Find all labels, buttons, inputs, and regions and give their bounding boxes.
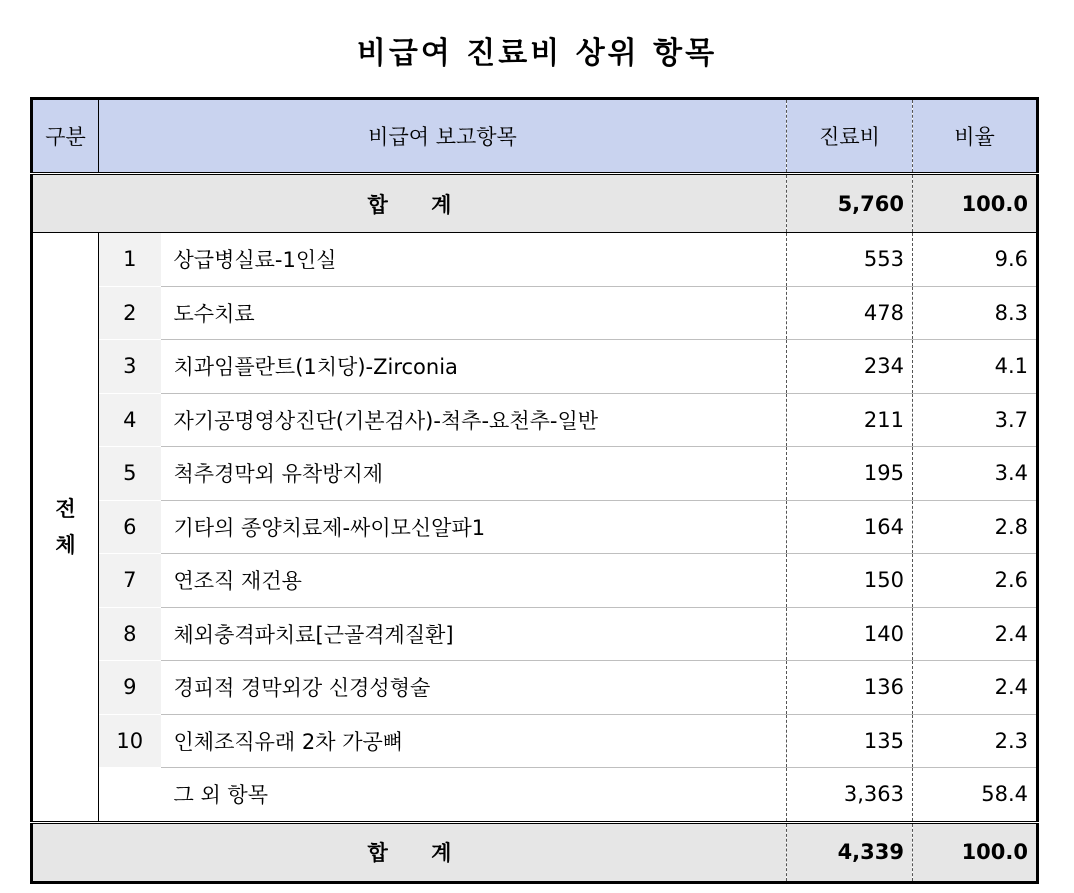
cost-cell: 164 (787, 500, 913, 554)
item-name-cell: 상급병실료-1인실 (161, 233, 787, 287)
other-items-ratio: 58.4 (913, 768, 1038, 823)
table-row (32, 393, 1038, 447)
item-name-cell: 도수치료 (161, 286, 787, 340)
table-header-row (32, 99, 1038, 174)
rank-cell: 2 (99, 286, 161, 340)
table-row (32, 661, 1038, 715)
header-ratio: 비율 (913, 99, 1038, 174)
item-name-cell: 인체조직유래 2차 가공뼈 (161, 714, 787, 768)
other-items-row (32, 768, 1038, 823)
bottom-total-ratio: 100.0 (913, 822, 1038, 882)
rank-cell: 6 (99, 500, 161, 554)
item-name-cell: 기타의 종양치료제-싸이모신알파1 (161, 500, 787, 554)
table-row (32, 500, 1038, 554)
top-total-cost: 5,760 (787, 174, 913, 233)
header-gubun: 구분 (32, 99, 99, 174)
item-name-cell: 치과임플란트(1치당)-Zirconia (161, 340, 787, 394)
group-label (32, 233, 99, 823)
cost-cell: 211 (787, 393, 913, 447)
cost-cell: 234 (787, 340, 913, 394)
rank-cell: 8 (99, 607, 161, 661)
cost-cell: 150 (787, 554, 913, 608)
table-row (32, 233, 1038, 287)
group-label-char: 체 (55, 532, 76, 557)
ratio-cell: 9.6 (913, 233, 1038, 287)
bottom-total-cost: 4,339 (787, 822, 913, 882)
cost-cell: 140 (787, 607, 913, 661)
item-name-cell: 체외충격파치료[근골격계질환] (161, 607, 787, 661)
rank-cell: 5 (99, 447, 161, 501)
table-row (32, 607, 1038, 661)
header-item: 비급여 보고항목 (99, 99, 787, 174)
rank-cell-empty (99, 768, 161, 823)
ratio-cell: 2.6 (913, 554, 1038, 608)
top-total-ratio: 100.0 (913, 174, 1038, 233)
rank-cell: 9 (99, 661, 161, 715)
top-total-row (32, 174, 1038, 233)
bottom-total-row (32, 822, 1038, 882)
other-items-cost: 3,363 (787, 768, 913, 823)
table-row (32, 286, 1038, 340)
noncovered-cost-table (30, 97, 1039, 884)
item-name-cell: 경피적 경막외강 신경성형술 (161, 661, 787, 715)
ratio-cell: 4.1 (913, 340, 1038, 394)
ratio-cell: 2.8 (913, 500, 1038, 554)
cost-cell: 135 (787, 714, 913, 768)
group-label-char: 전 (55, 496, 76, 521)
table-row (32, 447, 1038, 501)
rank-cell: 10 (99, 714, 161, 768)
ratio-cell: 2.3 (913, 714, 1038, 768)
rank-cell: 3 (99, 340, 161, 394)
header-cost: 진료비 (787, 99, 913, 174)
ratio-cell: 8.3 (913, 286, 1038, 340)
table-row (32, 340, 1038, 394)
ratio-cell: 2.4 (913, 607, 1038, 661)
cost-cell: 136 (787, 661, 913, 715)
top-total-label: 합 계 (32, 174, 787, 233)
cost-cell: 478 (787, 286, 913, 340)
rank-cell: 4 (99, 393, 161, 447)
ratio-cell: 3.7 (913, 393, 1038, 447)
other-items-label: 그 외 항목 (161, 768, 787, 823)
rank-cell: 7 (99, 554, 161, 608)
page-title: 비급여 진료비 상위 항목 (356, 36, 718, 71)
ratio-cell: 2.4 (913, 661, 1038, 715)
table-row (32, 714, 1038, 768)
cost-cell: 553 (787, 233, 913, 287)
item-name-cell: 척추경막외 유착방지제 (161, 447, 787, 501)
item-name-cell: 자기공명영상진단(기본검사)-척추-요천추-일반 (161, 393, 787, 447)
cost-cell: 195 (787, 447, 913, 501)
rank-cell: 1 (99, 233, 161, 287)
item-name-cell: 연조직 재건용 (161, 554, 787, 608)
bottom-total-label: 합 계 (32, 822, 787, 882)
ratio-cell: 3.4 (913, 447, 1038, 501)
table-row (32, 554, 1038, 608)
